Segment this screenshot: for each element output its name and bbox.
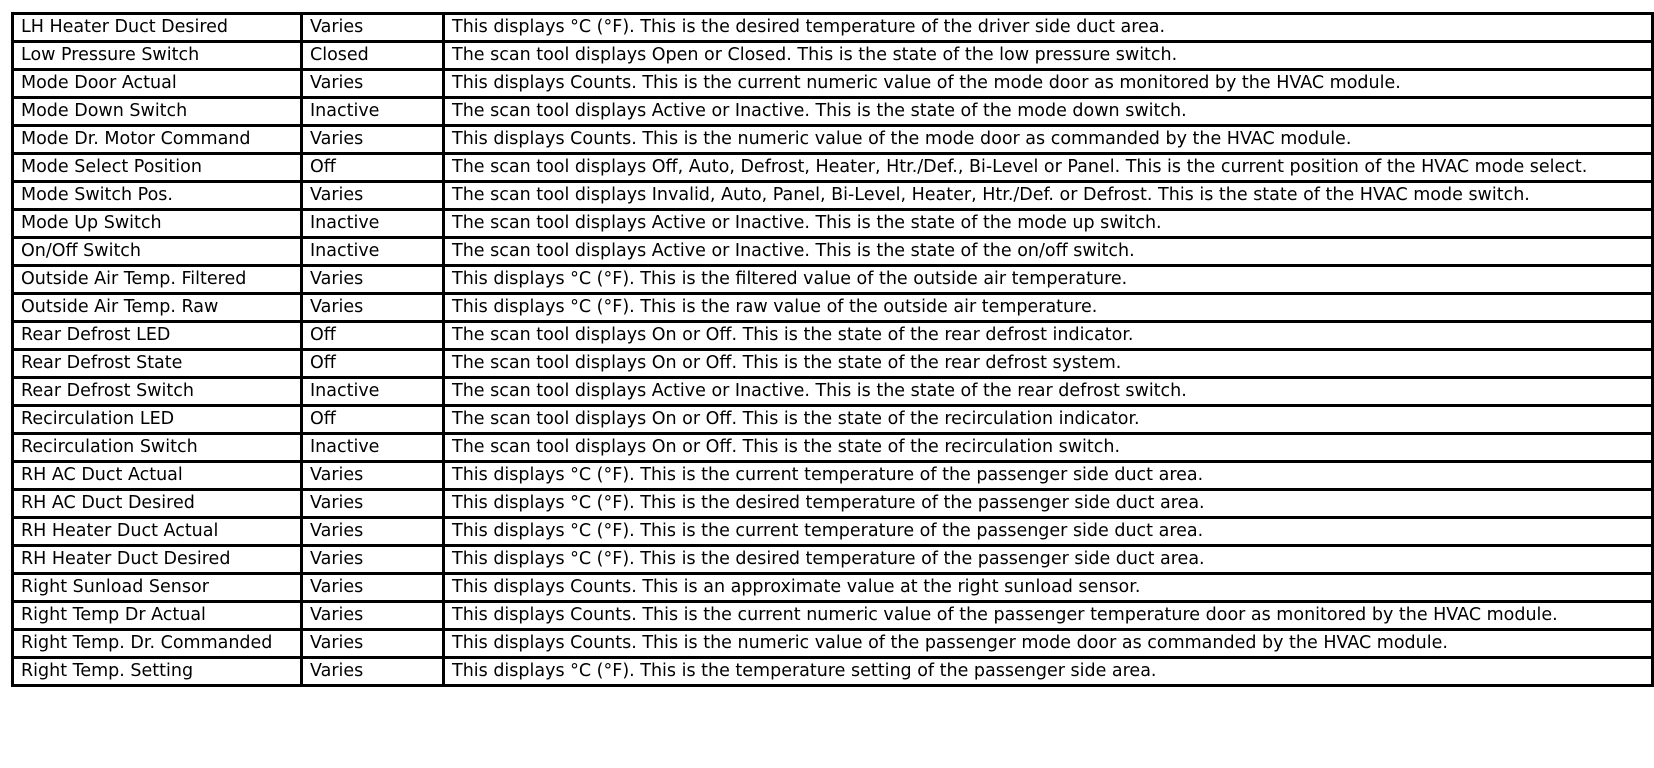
description-cell: This displays Counts. This is the current numeric value of the passenger temperature door as monitored by the HVAC module.: [444, 602, 1653, 630]
description-cell: The scan tool displays Active or Inactive. This is the state of the mode down switch.: [444, 98, 1653, 126]
table-row: [13, 266, 1653, 294]
table-row: [13, 322, 1653, 350]
description-cell: The scan tool displays On or Off. This is the state of the rear defrost system.: [444, 350, 1653, 378]
description-cell: This displays °C (°F). This is the desired temperature of the driver side duct area.: [444, 14, 1653, 42]
description-cell: This displays °C (°F). This is the desired temperature of the passenger side duct area.: [444, 546, 1653, 574]
description-cell: The scan tool displays Invalid, Auto, Panel, Bi-Level, Heater, Htr./Def. or Defrost. This is the state of the HVAC mode switch.: [444, 182, 1653, 210]
parameter-cell: Rear Defrost LED: [13, 322, 302, 350]
table-row: [13, 574, 1653, 602]
value-cell: Inactive: [302, 98, 444, 126]
description-cell: This displays Counts. This is an approximate value at the right sunload sensor.: [444, 574, 1653, 602]
table-row: [13, 294, 1653, 322]
value-cell: Inactive: [302, 210, 444, 238]
table-row: [13, 378, 1653, 406]
value-cell: Off: [302, 350, 444, 378]
value-cell: Off: [302, 154, 444, 182]
value-cell: Varies: [302, 630, 444, 658]
description-cell: This displays °C (°F). This is the current temperature of the passenger side duct area.: [444, 518, 1653, 546]
value-cell: Inactive: [302, 434, 444, 462]
parameter-cell: Right Sunload Sensor: [13, 574, 302, 602]
table-row: [13, 14, 1653, 42]
table-row: [13, 490, 1653, 518]
parameter-cell: Mode Dr. Motor Command: [13, 126, 302, 154]
value-cell: Varies: [302, 182, 444, 210]
table-row: [13, 238, 1653, 266]
description-cell: The scan tool displays On or Off. This is the state of the rear defrost indicator.: [444, 322, 1653, 350]
value-cell: Closed: [302, 42, 444, 70]
table-row: [13, 658, 1653, 686]
parameter-cell: Right Temp Dr Actual: [13, 602, 302, 630]
parameter-cell: Low Pressure Switch: [13, 42, 302, 70]
parameter-cell: Mode Up Switch: [13, 210, 302, 238]
description-cell: The scan tool displays Open or Closed. This is the state of the low pressure switch.: [444, 42, 1653, 70]
parameter-cell: Mode Door Actual: [13, 70, 302, 98]
table-row: [13, 630, 1653, 658]
value-cell: Varies: [302, 574, 444, 602]
table-row: [13, 98, 1653, 126]
parameter-cell: Right Temp. Setting: [13, 658, 302, 686]
description-cell: This displays °C (°F). This is the current temperature of the passenger side duct area.: [444, 462, 1653, 490]
value-cell: Varies: [302, 14, 444, 42]
description-cell: This displays °C (°F). This is the temperature setting of the passenger side area.: [444, 658, 1653, 686]
description-cell: This displays °C (°F). This is the filtered value of the outside air temperature.: [444, 266, 1653, 294]
description-cell: The scan tool displays On or Off. This is the state of the recirculation switch.: [444, 434, 1653, 462]
parameter-cell: On/Off Switch: [13, 238, 302, 266]
value-cell: Inactive: [302, 238, 444, 266]
table-row: [13, 210, 1653, 238]
parameter-cell: Mode Switch Pos.: [13, 182, 302, 210]
parameter-cell: Right Temp. Dr. Commanded: [13, 630, 302, 658]
value-cell: Varies: [302, 658, 444, 686]
description-cell: The scan tool displays Off, Auto, Defrost, Heater, Htr./Def., Bi-Level or Panel. This is the current position of the HVAC mode select.: [444, 154, 1653, 182]
value-cell: Varies: [302, 294, 444, 322]
value-cell: Varies: [302, 266, 444, 294]
value-cell: Varies: [302, 602, 444, 630]
scan-data-table: [11, 12, 1654, 687]
parameter-cell: Mode Select Position: [13, 154, 302, 182]
value-cell: Varies: [302, 70, 444, 98]
table-row: [13, 518, 1653, 546]
table-row: [13, 546, 1653, 574]
table-row: [13, 154, 1653, 182]
table-row: [13, 126, 1653, 154]
description-cell: This displays °C (°F). This is the desired temperature of the passenger side duct area.: [444, 490, 1653, 518]
parameter-cell: Outside Air Temp. Raw: [13, 294, 302, 322]
description-cell: The scan tool displays Active or Inactive. This is the state of the mode up switch.: [444, 210, 1653, 238]
description-cell: The scan tool displays Active or Inactive. This is the state of the rear defrost switch.: [444, 378, 1653, 406]
table-row: [13, 182, 1653, 210]
table-row: [13, 434, 1653, 462]
value-cell: Off: [302, 322, 444, 350]
parameter-cell: Rear Defrost State: [13, 350, 302, 378]
table-row: [13, 406, 1653, 434]
table-row: [13, 462, 1653, 490]
description-cell: This displays °C (°F). This is the raw value of the outside air temperature.: [444, 294, 1653, 322]
description-cell: The scan tool displays Active or Inactive. This is the state of the on/off switch.: [444, 238, 1653, 266]
parameter-cell: Rear Defrost Switch: [13, 378, 302, 406]
parameter-cell: Recirculation Switch: [13, 434, 302, 462]
table-row: [13, 350, 1653, 378]
table-row: [13, 70, 1653, 98]
parameter-cell: RH Heater Duct Desired: [13, 546, 302, 574]
description-cell: The scan tool displays On or Off. This is the state of the recirculation indicator.: [444, 406, 1653, 434]
value-cell: Off: [302, 406, 444, 434]
parameter-cell: LH Heater Duct Desired: [13, 14, 302, 42]
value-cell: Inactive: [302, 378, 444, 406]
table-row: [13, 42, 1653, 70]
description-cell: This displays Counts. This is the numeric value of the passenger mode door as commanded by the HVAC module.: [444, 630, 1653, 658]
description-cell: This displays Counts. This is the numeric value of the mode door as commanded by the HVAC module.: [444, 126, 1653, 154]
description-cell: This displays Counts. This is the current numeric value of the mode door as monitored by the HVAC module.: [444, 70, 1653, 98]
value-cell: Varies: [302, 546, 444, 574]
value-cell: Varies: [302, 490, 444, 518]
scan-data-table-body: [13, 14, 1653, 686]
table-row: [13, 602, 1653, 630]
value-cell: Varies: [302, 462, 444, 490]
parameter-cell: RH Heater Duct Actual: [13, 518, 302, 546]
parameter-cell: Outside Air Temp. Filtered: [13, 266, 302, 294]
value-cell: Varies: [302, 126, 444, 154]
parameter-cell: Recirculation LED: [13, 406, 302, 434]
parameter-cell: RH AC Duct Desired: [13, 490, 302, 518]
parameter-cell: Mode Down Switch: [13, 98, 302, 126]
value-cell: Varies: [302, 518, 444, 546]
parameter-cell: RH AC Duct Actual: [13, 462, 302, 490]
